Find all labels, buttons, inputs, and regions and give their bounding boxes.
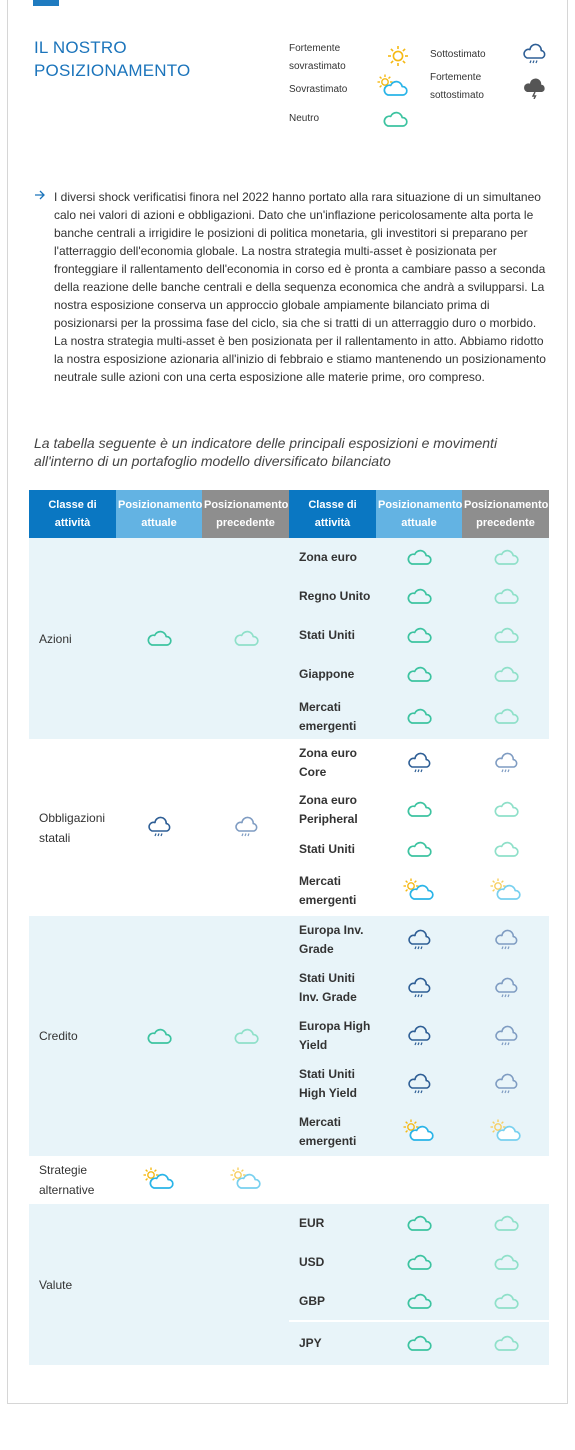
asset-class-name: Credito: [29, 916, 116, 1156]
table-row: [29, 739, 549, 787]
sub-asset-class-name: Zona euro Core: [289, 739, 376, 787]
sub-asset-class-name: USD: [289, 1243, 376, 1282]
sub-asset-class-name: Mercati emergenti: [289, 866, 376, 916]
sub-previous-position-cell: [462, 1282, 549, 1321]
cloud-icon: [406, 1250, 432, 1275]
sun-icon: [385, 45, 411, 72]
sun-cloud-icon: [403, 878, 435, 905]
sub-previous-position-cell: [462, 1108, 549, 1156]
cloud-icon: [382, 107, 408, 134]
header-previous-position: Posizionamento precedente: [202, 490, 289, 538]
cloud-icon: [493, 623, 519, 648]
rain-cloud-icon: [493, 751, 519, 776]
sub-current-position-cell: [376, 616, 462, 655]
sub-current-position-cell: [376, 1321, 462, 1365]
sub-current-position-cell: [376, 739, 462, 787]
empty-cell: [289, 1156, 376, 1204]
previous-position-cell: [202, 916, 289, 1156]
sub-previous-position-cell: [462, 1204, 549, 1243]
previous-position-cell: [202, 538, 289, 739]
legend-strongly-under-label: Fortemente sottostimato: [430, 72, 484, 101]
page-title: IL NOSTRO POSIZIONAMENTO: [34, 38, 191, 80]
rain-cloud-icon: [146, 815, 172, 840]
header-sub-previous-position: Posizionamento precedente: [462, 490, 549, 538]
cloud-icon: [406, 1289, 432, 1314]
sub-current-position-cell: [376, 577, 462, 616]
table-row: [29, 1204, 549, 1243]
sub-current-position-cell: [376, 1108, 462, 1156]
cloud-icon: [493, 584, 519, 609]
sub-previous-position-cell: [462, 1060, 549, 1108]
arrow-right-icon: [34, 188, 46, 202]
rain-cloud-icon: [406, 976, 432, 1001]
sub-asset-class-name: Stati Uniti High Yield: [289, 1060, 376, 1108]
current-position-cell: [116, 739, 202, 916]
sub-previous-position-cell: [462, 787, 549, 832]
rain-cloud-icon: [406, 1072, 432, 1097]
sun-cloud-icon: [230, 1167, 262, 1194]
sub-current-position-cell: [376, 916, 462, 964]
cloud-icon: [493, 797, 519, 822]
cloud-icon: [406, 623, 432, 648]
rain-cloud-icon: [406, 928, 432, 953]
accent-bar: [33, 0, 59, 6]
asset-class-name: Strategie alternative: [29, 1156, 116, 1204]
rain-cloud-icon: [521, 42, 547, 69]
sub-asset-class-name: Stati Uniti Inv. Grade: [289, 964, 376, 1012]
sub-previous-position-cell: [462, 916, 549, 964]
legend-strongly-over-label: Fortemente sovrastimato: [289, 43, 346, 72]
cloud-icon: [406, 797, 432, 822]
sub-current-position-cell: [376, 655, 462, 694]
sun-cloud-icon: [490, 878, 522, 905]
sub-previous-position-cell: [462, 739, 549, 787]
sub-previous-position-cell: [462, 694, 549, 739]
sun-cloud-icon: [377, 74, 409, 103]
sub-asset-class-name: Regno Unito: [289, 577, 376, 616]
current-position-cell: [116, 1156, 202, 1204]
cloud-icon: [406, 704, 432, 729]
sub-previous-position-cell: [462, 1012, 549, 1060]
legend-over-label: Sovrastimato: [289, 84, 348, 95]
sub-asset-class-name: Europa Inv. Grade: [289, 916, 376, 964]
cloud-icon: [493, 1211, 519, 1236]
asset-class-name: Valute: [29, 1204, 116, 1365]
sub-previous-position-cell: [462, 866, 549, 916]
cloud-icon: [406, 1211, 432, 1236]
sub-asset-class-name: Giappone: [289, 655, 376, 694]
cloud-icon: [493, 545, 519, 570]
asset-class-name: Azioni: [29, 538, 116, 739]
table-subtitle: La tabella seguente è un indicatore delle principali esposizioni e movimenti all'interno di un portafoglio modello diversificato bilanciato: [34, 435, 498, 469]
rain-cloud-icon: [493, 976, 519, 1001]
sun-cloud-icon: [403, 1119, 435, 1146]
cloud-icon: [406, 1331, 432, 1356]
sub-current-position-cell: [376, 694, 462, 739]
current-position-cell: [116, 916, 202, 1156]
legend-neutral-label: Neutro: [289, 113, 320, 124]
header-current-position: Posizionamento attuale: [116, 490, 202, 538]
cloud-icon: [406, 662, 432, 687]
sub-previous-position-cell: [462, 655, 549, 694]
sub-previous-position-cell: [462, 616, 549, 655]
sub-current-position-cell: [376, 1012, 462, 1060]
asset-class-name: Obbligazioni statali: [29, 739, 116, 916]
sub-previous-position-cell: [462, 538, 549, 577]
sub-current-position-cell: [376, 1243, 462, 1282]
sub-previous-position-cell: [462, 1243, 549, 1282]
sub-current-position-cell: [376, 832, 462, 866]
previous-position-cell: [202, 739, 289, 916]
cloud-icon: [146, 626, 172, 651]
sub-asset-class-name: EUR: [289, 1204, 376, 1243]
previous-position-cell: [202, 1156, 289, 1204]
sub-asset-class-name: Stati Uniti: [289, 832, 376, 866]
cloud-icon: [493, 1331, 519, 1356]
rain-cloud-icon: [233, 815, 259, 840]
table-row: [29, 916, 549, 964]
rain-cloud-icon: [406, 751, 432, 776]
sub-asset-class-name: Stati Uniti: [289, 616, 376, 655]
cloud-icon: [233, 1024, 259, 1049]
sub-previous-position-cell: [462, 577, 549, 616]
cloud-icon: [233, 626, 259, 651]
current-position-cell: [116, 1204, 202, 1365]
rain-cloud-icon: [493, 1072, 519, 1097]
sub-current-position-cell: [376, 1060, 462, 1108]
header-asset-class: Classe di attività: [29, 490, 116, 538]
cloud-icon: [493, 837, 519, 862]
sub-current-position-cell: [376, 1282, 462, 1321]
cloud-icon: [406, 584, 432, 609]
current-position-cell: [116, 538, 202, 739]
sub-current-position-cell: [376, 866, 462, 916]
table-body: [29, 538, 549, 1365]
sun-cloud-icon: [143, 1167, 175, 1194]
table-row: [29, 538, 549, 577]
empty-cell: [462, 1156, 549, 1204]
cloud-icon: [493, 704, 519, 729]
sub-previous-position-cell: [462, 832, 549, 866]
rain-cloud-icon: [406, 1024, 432, 1049]
sub-current-position-cell: [376, 538, 462, 577]
sub-asset-class-name: Europa High Yield: [289, 1012, 376, 1060]
sub-current-position-cell: [376, 964, 462, 1012]
rain-cloud-icon: [493, 1024, 519, 1049]
rain-cloud-icon: [493, 928, 519, 953]
cloud-icon: [493, 662, 519, 687]
sub-current-position-cell: [376, 787, 462, 832]
legend-under-label: Sottostimato: [430, 49, 486, 60]
sun-cloud-icon: [490, 1119, 522, 1146]
cloud-icon: [493, 1250, 519, 1275]
table-row: [29, 1156, 549, 1204]
intro-text: I diversi shock verificatisi finora nel 2022 hanno portato alla rara situazione di un simultaneo calo nei valori di azioni e obbligazioni. Dato che un'inflazione pericolosamente alta porta le banche centrali a irrigidire le posizioni di politica monetaria, gli investitori si preparano per l'atterraggio dell'economia globale. La nostra strategia multi-asset è posizionata per fronteggiare il rallentamento dell'economia in corso ed è pronta a cambiare passo a seconda della reazione delle banche centrali e della sequenza economica che andrà a svilupparsi. La nostra esposizione conserva un approccio globale ampiamente bilanciato prima di posizionarsi per la prossima fase del ciclo, sia che si tratti di un atterraggio duro o morbido. La nostra strategia multi-asset è ben posizionata per il rallentamento in atto. Abbiamo ridotto la nostra esposizione azionaria all'inizio di febbraio e stiamo mantenendo un posizionamento neutrale sulle azioni con una certa esposizione alle materie prime, oro compreso.: [54, 190, 546, 384]
cloud-icon: [146, 1024, 172, 1049]
empty-cell: [376, 1156, 462, 1204]
sub-asset-class-name: Mercati emergenti: [289, 694, 376, 739]
sub-asset-class-name: JPY: [289, 1321, 376, 1365]
cloud-icon: [493, 1289, 519, 1314]
sub-previous-position-cell: [462, 964, 549, 1012]
positioning-table: [29, 490, 549, 1365]
sub-previous-position-cell: [462, 1321, 549, 1365]
sub-asset-class-name: Zona euro: [289, 538, 376, 577]
sub-asset-class-name: Zona euro Peripheral: [289, 787, 376, 832]
header-sub-asset-class: Classe di attività: [289, 490, 376, 538]
sub-asset-class-name: Mercati emergenti: [289, 1108, 376, 1156]
storm-cloud-icon: [521, 77, 547, 104]
sub-current-position-cell: [376, 1204, 462, 1243]
cloud-icon: [406, 837, 432, 862]
sub-asset-class-name: GBP: [289, 1282, 376, 1321]
previous-position-cell: [202, 1204, 289, 1365]
cloud-icon: [406, 545, 432, 570]
header-sub-current-position: Posizionamento attuale: [376, 490, 462, 538]
